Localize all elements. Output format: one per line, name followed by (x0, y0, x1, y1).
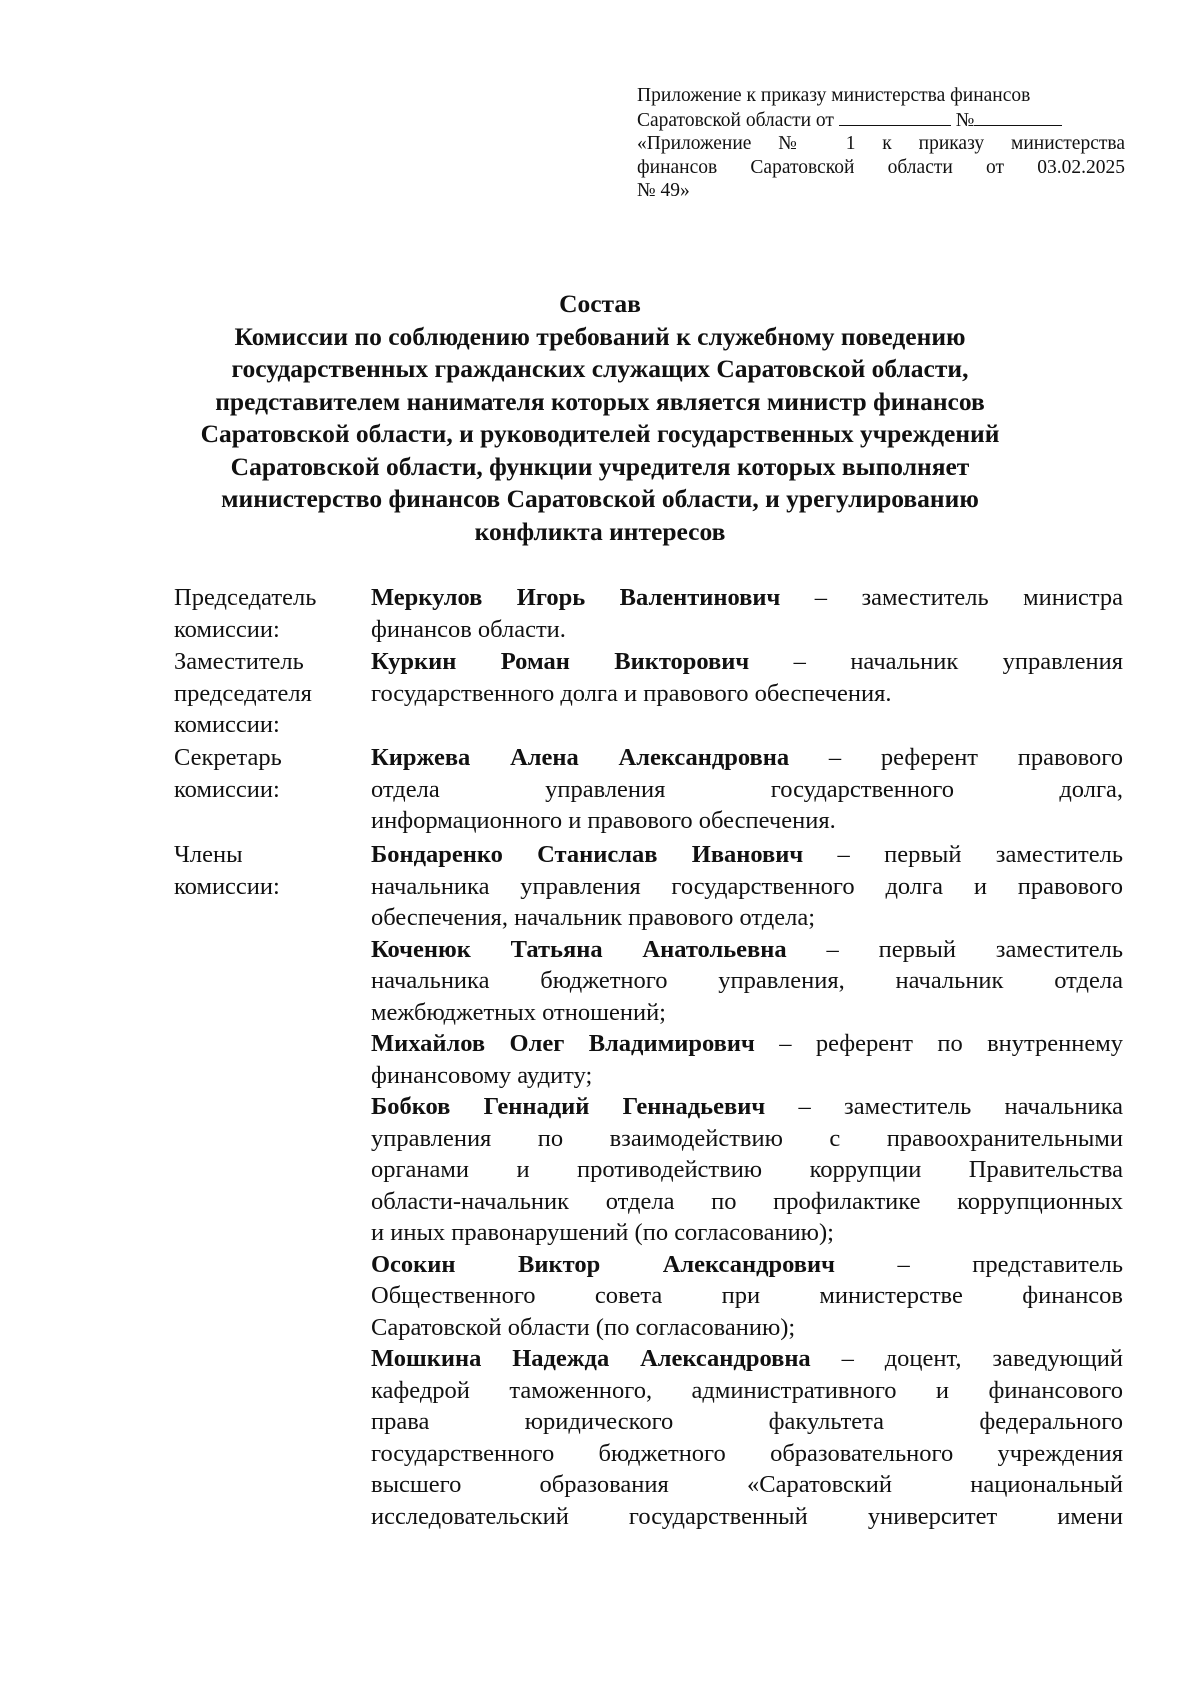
role-secretary: Секретарь комиссии: (174, 744, 282, 803)
person-name: Куркин Роман Викторович (371, 648, 750, 675)
date-blank (839, 108, 951, 126)
role-deputy: Заместитель председателя комиссии: (174, 648, 312, 738)
role-chair: Председатель комиссии: (174, 584, 317, 643)
person-name: Бобков Геннадий Геннадьевич (371, 1093, 766, 1120)
secretary-entry: Киржева Алена Александровна – референт правового отдела управления государственного долга, информационного и правового обеспечения. (371, 744, 1123, 834)
deputy-entry: Куркин Роман Викторович – начальник управления государственного долга и правового обеспечения. (371, 648, 1123, 707)
header-line: Саратовской области от № (637, 108, 1125, 133)
person-name: Осокин Виктор Александрович (371, 1250, 835, 1278)
person-name: Михайлов Олег Владимирович (371, 1030, 755, 1057)
chair-entry: Меркулов Игорь Валентинович – заместитель министра финансов области. (371, 584, 1123, 643)
title-line: государственных гражданских служащих Саратовской области, (231, 354, 969, 383)
members-list (371, 839, 1123, 1532)
person-name: Мошкина Надежда Александровна (371, 1345, 811, 1372)
document-title (150, 288, 1050, 548)
member-entry: Михайлов Олег Владимирович – референт по внутреннему финансовому аудиту; (371, 1030, 1123, 1089)
title-line: Саратовской области, и руководителей государственных учреждений (200, 419, 1000, 448)
header-line: Приложение к приказу министерства финансов (637, 85, 1031, 106)
title-heading: Состав (559, 289, 641, 318)
title-line: представителем нанимателя которых является министр финансов (215, 386, 985, 416)
person-name: Меркулов Игорь Валентинович (371, 584, 781, 611)
person-name: Киржева Алена Александровна (371, 744, 790, 771)
appendix-header (637, 84, 1125, 203)
header-line: «Приложение № 1 к приказу министерства (637, 133, 1125, 154)
title-line: Саратовской области, функции учредителя которых выполняет (230, 451, 970, 481)
role-members: Члены комиссии: (174, 841, 280, 900)
header-line: № 49» (637, 180, 690, 201)
person-name: Коченюк Татьяна Анатольевна (371, 935, 787, 963)
member-entry: Осокин Виктор Александрович – представитель Общественного совета при министерстве финансов Саратовской области (по согласованию); (371, 1250, 1124, 1341)
member-entry: Бондаренко Станислав Иванович – первый заместитель начальника управления государственного долга и правового обеспечения, начальник правового отдела; (371, 841, 1123, 931)
title-line: Комиссии по соблюдению требований к служебному поведению (234, 321, 966, 351)
person-name: Бондаренко Станислав Иванович (371, 841, 804, 868)
member-entry: Коченюк Татьяна Анатольевна – первый заместитель начальника бюджетного управления, начальник отдела межбюджетных отношений; (371, 935, 1123, 1026)
member-entry: Мошкина Надежда Александровна – доцент, заведующий кафедрой таможенного, административного и финансового права юридического факультета федерального государственного бюджетного образовательного учреждения высшего образования «Саратовский национальный исследовательский государственный университет имени (371, 1345, 1123, 1530)
number-blank (974, 108, 1062, 126)
member-entry: Бобков Геннадий Геннадьевич – заместитель начальника управления по взаимодействию с правоохранительными органами и противодействию коррупции Правительства области-начальник отдела по профилактике коррупционных и иных правонарушений (по согласованию); (371, 1093, 1123, 1246)
title-line: министерство финансов Саратовской области, и урегулированию (221, 484, 979, 513)
title-line: конфликта интересов (474, 516, 726, 546)
header-line: финансов Саратовской области от 03.02.2025 (637, 156, 1125, 178)
